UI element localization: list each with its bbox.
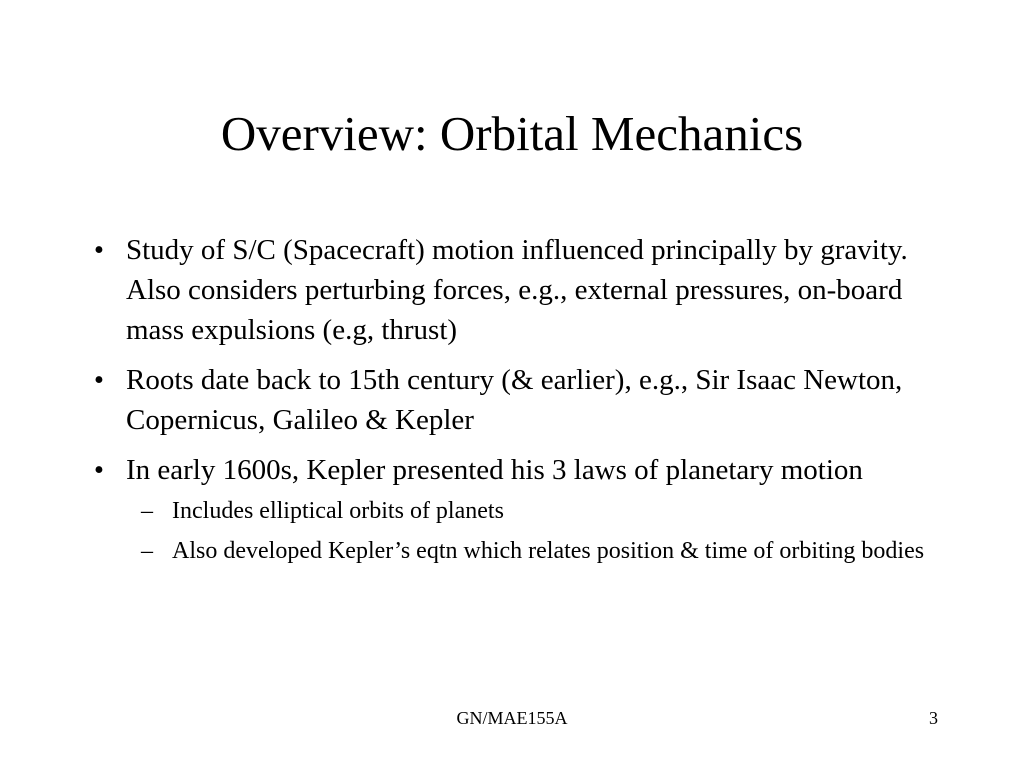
page-number: 3 — [929, 708, 938, 728]
bullet-text: Roots date back to 15th century (& earlier), e.g., Sir Isaac Newton, Copernicus, Galileo & Kepler — [126, 364, 903, 436]
sub-bullet-text: Also developed Kepler’s eqtn which relates position & time of orbiting bodies — [172, 538, 925, 564]
sub-bullet-list — [84, 494, 954, 568]
bullet-text: In early 1600s, Kepler presented his 3 laws of planetary motion — [126, 454, 863, 486]
sub-bullet-text: Includes elliptical orbits of planets — [172, 498, 504, 524]
bullet-text: Study of S/C (Spacecraft) motion influenced principally by gravity. Also considers perturbing forces, e.g., external pressures, on-board mass expulsions (e.g, thrust) — [126, 234, 908, 346]
bullet-marker: • — [93, 234, 105, 266]
footer-course-label: GN/MAE155A — [456, 708, 568, 728]
sub-bullet-item — [84, 494, 954, 528]
slide-title: Overview: Orbital Mechanics — [220, 106, 804, 161]
sub-bullet-marker: – — [141, 538, 153, 564]
bullet-marker: • — [93, 454, 105, 486]
sub-bullet-item — [84, 534, 954, 568]
bullet-item — [84, 360, 954, 440]
bullet-list — [84, 230, 954, 574]
sub-bullet-marker: – — [141, 498, 153, 524]
bullet-item — [84, 450, 954, 490]
bullet-marker: • — [93, 364, 105, 396]
bullet-item — [84, 230, 954, 350]
